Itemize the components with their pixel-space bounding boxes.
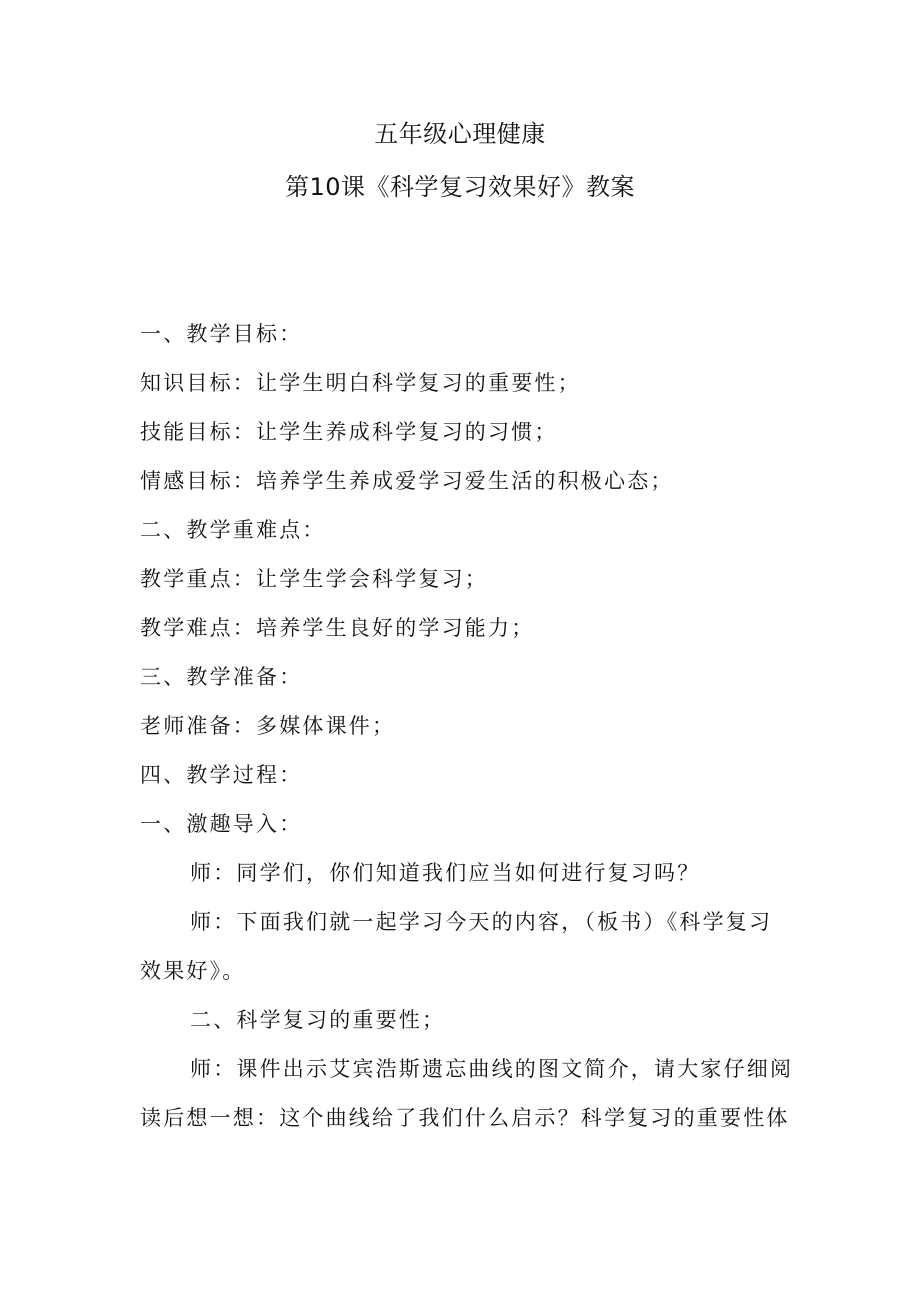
document-title-lesson: 第10课《科学复习效果好》教案 <box>284 173 636 201</box>
section-heading-key-points: 二、教学重难点： <box>140 518 326 542</box>
teacher-instruction-line2: 读后想一想：这个曲线给了我们什么启示？科学复习的重要性体 <box>140 1106 790 1130</box>
key-point: 教学重点：让学生学会科学复习； <box>140 567 488 591</box>
subsection-introduction: 一、激趣导入： <box>140 812 303 836</box>
teacher-preparation: 老师准备：多媒体课件； <box>140 714 396 738</box>
teacher-statement-line2: 效果好》。 <box>140 959 246 983</box>
objective-emotion: 情感目标：培养学生养成爱学习爱生活的积极心态； <box>140 469 674 493</box>
teacher-instruction-line1: 师：课件出示艾宾浩斯遗忘曲线的图文简介，请大家仔细阅 <box>190 1057 794 1081</box>
objective-skill: 技能目标：让学生养成科学复习的习惯； <box>140 420 558 444</box>
document-title-grade: 五年级心理健康 <box>374 120 546 148</box>
section-heading-objectives: 一、教学目标： <box>140 322 303 346</box>
subsection-importance: 二、科学复习的重要性； <box>190 1008 446 1032</box>
teacher-statement-line1: 师：下面我们就一起学习今天的内容，（板书）《科学复习 <box>190 910 773 934</box>
difficult-point: 教学难点：培养学生良好的学习能力； <box>140 616 535 640</box>
section-heading-process: 四、教学过程： <box>140 763 303 787</box>
teacher-question: 师：同学们，你们知道我们应当如何进行复习吗？ <box>190 861 701 885</box>
section-heading-preparation: 三、教学准备： <box>140 665 303 689</box>
objective-knowledge: 知识目标：让学生明白科学复习的重要性； <box>140 371 581 395</box>
